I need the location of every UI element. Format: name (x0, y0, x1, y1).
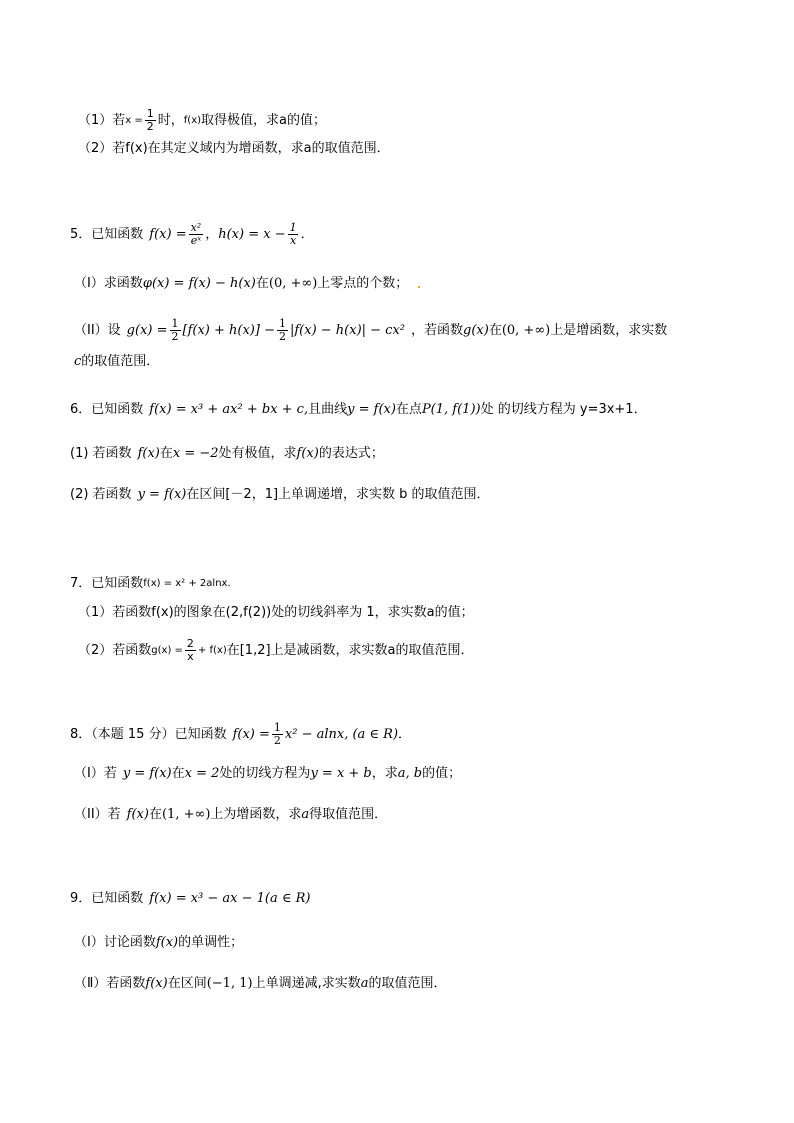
q6-intro-at: 在点 (395, 402, 422, 417)
q6-part2-suffix: 在区间[－2，1]上单调递增，求实数 b 的取值范围． (186, 487, 490, 502)
q7-fraction (185, 638, 196, 663)
q7-intro-prefix: 7．已知函数 (70, 576, 144, 591)
q5-part2-mid: ，若函数 (411, 323, 464, 338)
q5-half-num-2: 1 (278, 317, 286, 330)
q5-part2-cont-text: 的取值范围． (81, 354, 160, 369)
q6-intro-curve: y = f(x) (347, 402, 396, 417)
q6-part2 (70, 488, 490, 501)
q4-part1 (78, 108, 326, 133)
q8-part2-var: a (301, 807, 310, 822)
q6-intro-suffix: 处 的切线方程为 y=3x+1． (480, 402, 647, 417)
q5-half-den-1: 2 (171, 330, 179, 343)
q7-part2-prefix: （2）若函数 (78, 643, 152, 658)
q8-part2-f: f(x) (126, 807, 149, 822)
q7-intro-end: . (227, 577, 231, 589)
q6-part1-f: f(x) (137, 446, 160, 461)
q7-part1-text: （1）若函数f(x)的图象在(2,f(2))处的切线斜率为 1，求实数a的值； (78, 605, 474, 620)
q5-part2-cont (74, 355, 159, 368)
q5-h-def: h(x) = x − (218, 227, 286, 242)
q4-part1-var: x = (125, 114, 143, 126)
q5-part2 (74, 318, 667, 343)
q6-intro (70, 403, 647, 416)
q5-part2-prefix: （II）设 (74, 323, 121, 338)
q7-frac-num: 2 (186, 637, 194, 650)
q6-part1-suffix: 的表达式； (318, 446, 384, 461)
q8-intro-f-lhs: f(x) = (232, 727, 270, 742)
q7-frac-den: x (187, 650, 194, 663)
q8-part1-prefix: （I）若 (74, 766, 117, 781)
q7-part2 (78, 638, 474, 663)
q6-part2-expr: y = f(x) (137, 487, 187, 502)
q5-part2-g-lhs: g(x) = (126, 323, 168, 338)
q5-f-num: x² (190, 221, 202, 234)
q7-part1 (78, 606, 474, 619)
q9-part2 (74, 977, 446, 990)
q5-f-fraction (189, 222, 204, 247)
q8-part1-cond: x = 2 (184, 766, 220, 781)
stray-mark (418, 286, 420, 288)
q6-part1-prefix: (1) 若函数 (70, 446, 132, 461)
q6-part1-f2: f(x) (296, 446, 319, 461)
q8-frac-den: 2 (273, 734, 281, 747)
q5-half-fraction-1 (170, 318, 181, 343)
q8-part1-mid: 在 (171, 766, 185, 781)
q8-intro-end: ． (398, 727, 412, 742)
q8-part2-suffix: 上为增函数，求 (210, 807, 302, 822)
q5-f-lhs: f(x) = (149, 227, 187, 242)
q7-intro (70, 577, 231, 590)
q4-frac-den: 2 (146, 120, 154, 133)
q5-part2-abs: |f(x) − h(x)| − cx² (289, 323, 406, 338)
q7-part2-suffix: 在[1,2]上是减函数，求实数a的取值范围． (226, 643, 474, 658)
q7-intro-expr: f(x) = x² + 2alnx (143, 577, 228, 589)
q8-part2-prefix: （II）若 (74, 807, 121, 822)
q5-part1-expr: φ(x) = f(x) − h(x) (142, 276, 256, 291)
q6-intro-point: P(1, f(1)) (421, 402, 481, 417)
q5-intro-text: 5．已知函数 (70, 227, 144, 242)
q8-intro-rest: x² − alnx, (a ∈ R) (284, 727, 399, 742)
q8-part1 (74, 767, 461, 780)
q9-intro (70, 892, 311, 905)
q8-part2-interval: (1, +∞) (161, 807, 211, 822)
q5-part2-bracket: [f(x) + h(x)] − (182, 323, 275, 338)
q9-intro-prefix: 9．已知函数 (70, 891, 144, 906)
q5-part1-prefix: （I）求函数 (74, 276, 143, 291)
q8-part1-mid3: ，求 (371, 766, 398, 781)
q6-intro-mid: 且曲线 (308, 402, 348, 417)
q5-part1-suffix: 上零点的个数； (317, 276, 409, 291)
q5-part1 (74, 277, 420, 290)
q5-part2-cont-var: c (74, 354, 82, 369)
q5-part1-mid: 在 (255, 276, 269, 291)
q8-part2 (74, 808, 387, 821)
q7-part2-rest: + f(x) (197, 644, 227, 656)
q5-half-num-1: 1 (171, 317, 179, 330)
q4-part1-prefix: （1）若 (78, 113, 126, 128)
q4-fraction (145, 108, 156, 133)
q6-part1-cond: x = −2 (172, 446, 219, 461)
q9-part2-mid: 在区间 (167, 976, 207, 991)
q5-sep: ， (205, 227, 219, 242)
q5-end: ． (300, 227, 314, 242)
q8-part2-mid: 在 (148, 807, 162, 822)
q8-part1-tangent: y = x + b (310, 766, 372, 781)
q5-h-den: x (290, 234, 297, 247)
q9-part1 (74, 936, 243, 949)
q8-intro (70, 722, 411, 747)
q5-part2-in: 在 (488, 323, 502, 338)
q8-part1-vars: a, b (397, 766, 423, 781)
q8-frac-num: 1 (273, 721, 281, 734)
q9-part1-suffix: 的单调性； (178, 935, 244, 950)
q4-part1-suffix: 取得极值，求a的值； (201, 113, 326, 128)
q8-part1-expr: y = f(x) (122, 766, 172, 781)
q6-part1 (70, 447, 384, 460)
q9-part2-interval: (−1, 1) (206, 976, 253, 991)
q8-fraction (272, 722, 283, 747)
q8-part1-suffix: 的值； (422, 766, 462, 781)
q9-part2-suffix2: 的取值范围． (368, 976, 447, 991)
q9-part2-var: a (360, 976, 369, 991)
q9-part2-prefix: （Ⅱ）若函数 (74, 976, 146, 991)
q4-part1-mid: 时， (157, 113, 184, 128)
q8-part1-mid2: 处的切线方程为 (219, 766, 311, 781)
q5-f-den: eˣ (190, 234, 202, 247)
q5-h-num: 1 (289, 221, 297, 234)
q5-part1-interval: (0, +∞) (268, 276, 318, 291)
q6-intro-expr: f(x) = x³ + ax² + bx + c, (149, 402, 309, 417)
q6-intro-prefix: 6．已知函数 (70, 402, 144, 417)
q5-part2-g: g(x) (463, 323, 489, 338)
q7-part2-g-lhs: g(x) = (151, 644, 183, 656)
q4-part2-text: （2）若f(x)在其定义域内为增函数，求a的取值范围． (78, 141, 390, 156)
q8-intro-prefix: 8．（本题 15 分）已知函数 (70, 727, 227, 742)
q9-part1-prefix: （I）讨论函数 (74, 935, 156, 950)
q4-frac-num: 1 (146, 107, 154, 120)
q5-intro (70, 222, 314, 247)
q9-part2-f: f(x) (145, 976, 168, 991)
q9-intro-expr: f(x) = x³ − ax − 1(a ∈ R) (149, 891, 311, 906)
q5-part2-interval: (0, +∞) (501, 323, 551, 338)
q6-part1-mid2: 处有极值，求 (218, 446, 297, 461)
q5-half-den-2: 2 (278, 330, 286, 343)
q4-part2 (78, 142, 390, 155)
q6-part1-mid: 在 (159, 446, 173, 461)
q9-part2-suffix: 上单调递减,求实数 (252, 976, 361, 991)
q4-part1-fx: f(x) (183, 114, 202, 126)
q5-half-fraction-2 (277, 318, 288, 343)
q5-h-fraction (288, 222, 299, 247)
q9-part1-f: f(x) (155, 935, 179, 950)
q8-part2-suffix2: 得取值范围． (309, 807, 388, 822)
q6-part2-prefix: (2) 若函数 (70, 487, 132, 502)
q5-part2-suffix: 上是增函数，求实数 (550, 323, 668, 338)
